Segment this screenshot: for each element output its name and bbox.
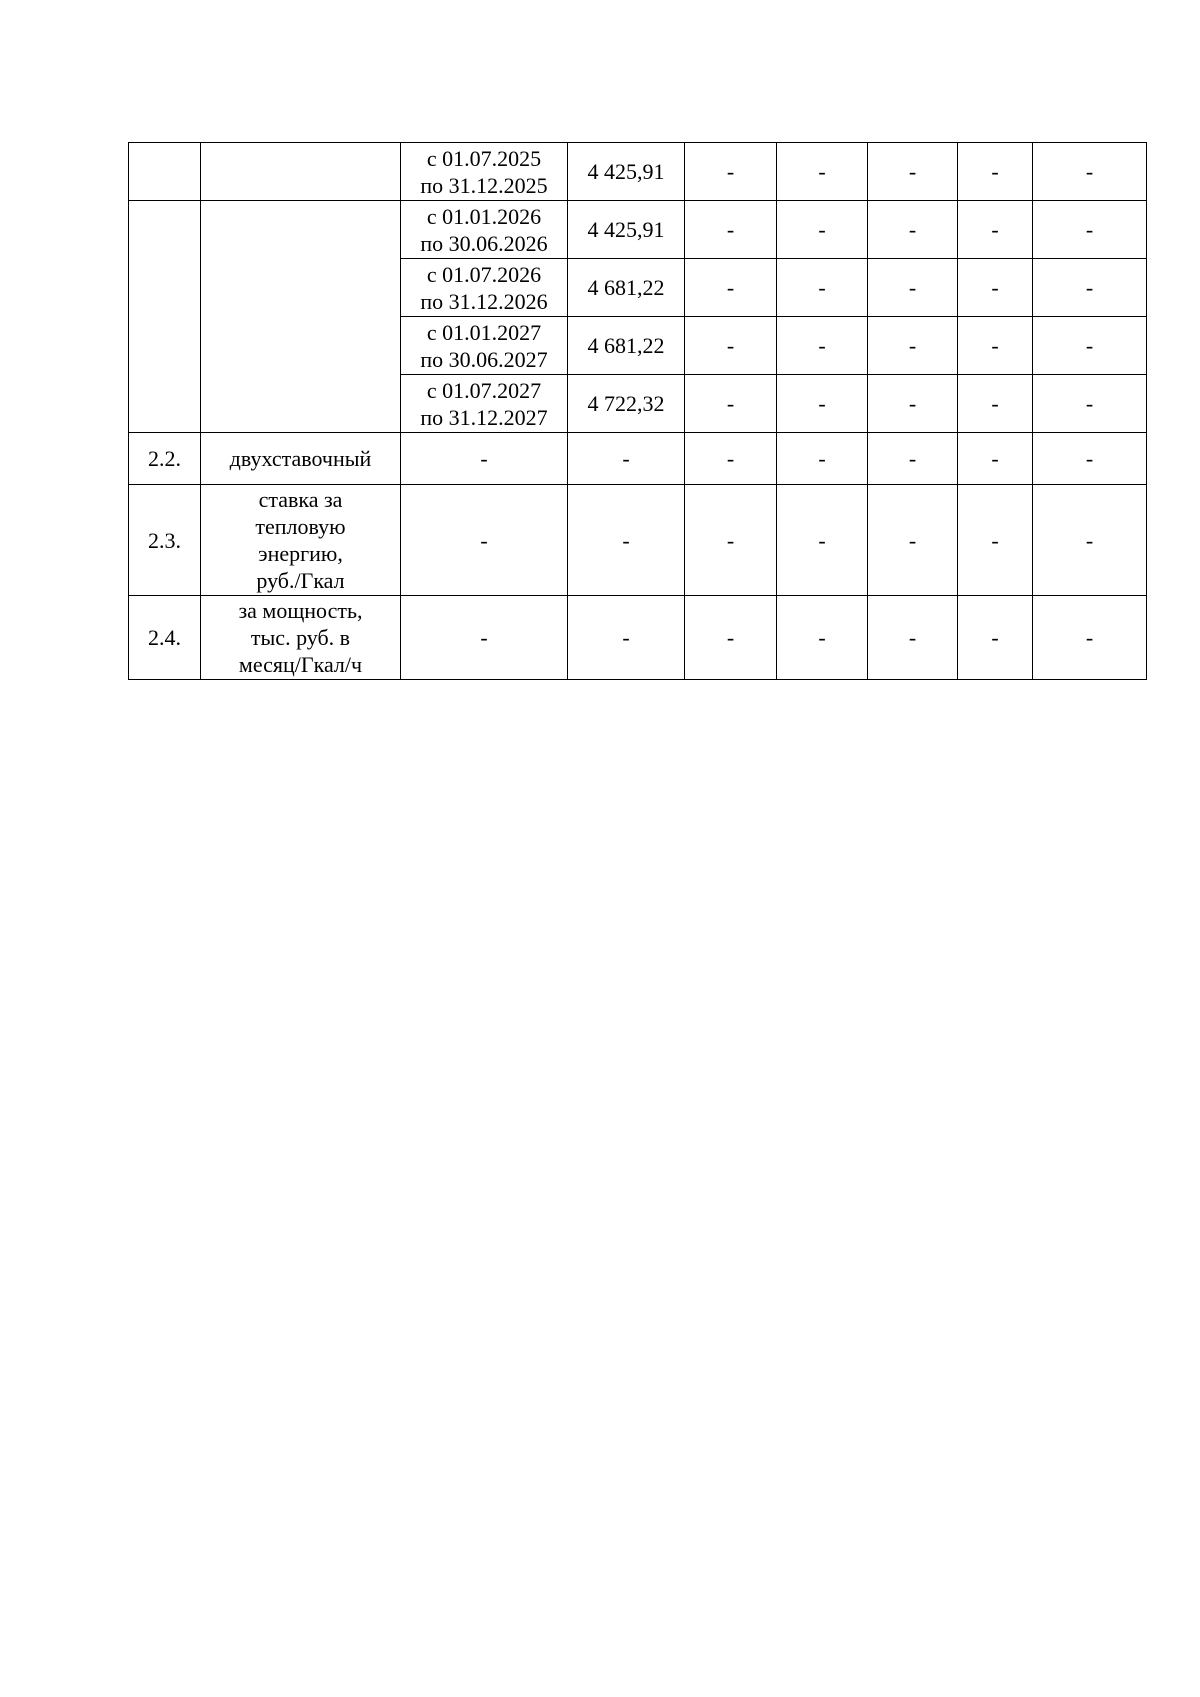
dash-cell: -	[868, 317, 958, 375]
name-line: двухставочный	[229, 446, 372, 471]
dash-cell: -	[777, 259, 868, 317]
dash-cell: -	[958, 259, 1033, 317]
name-cell	[201, 485, 401, 596]
dash-cell: -	[958, 317, 1033, 375]
dash-cell: -	[568, 485, 685, 596]
dash-cell: -	[1033, 143, 1147, 201]
num-cell	[129, 143, 201, 201]
tariff-table	[128, 142, 1147, 680]
table-row	[129, 201, 1147, 259]
dash-cell: -	[868, 375, 958, 433]
dash-cell: -	[958, 433, 1033, 485]
name-line: ставка за	[258, 487, 343, 512]
name-cell	[201, 143, 401, 201]
period-to: по 31.12.2025	[420, 172, 548, 198]
dash-cell: -	[685, 485, 777, 596]
period-to: по 30.06.2027	[420, 346, 548, 372]
period-to: по 31.12.2027	[420, 404, 548, 430]
dash-cell: -	[958, 485, 1033, 596]
period-to: по 30.06.2026	[420, 230, 548, 256]
dash-cell: -	[868, 259, 958, 317]
dash-cell: -	[568, 596, 685, 680]
name-cell	[201, 596, 401, 680]
dash-cell: -	[777, 375, 868, 433]
dash-cell: -	[868, 485, 958, 596]
value-cell: 4 722,32	[568, 375, 685, 433]
name-line: месяц/Гкал/ч	[238, 652, 363, 677]
dash-cell: -	[1033, 201, 1147, 259]
dash-cell: -	[958, 375, 1033, 433]
dash-cell: -	[868, 596, 958, 680]
period-cell	[401, 143, 568, 201]
period-to: по 31.12.2026	[420, 288, 548, 314]
dash-cell: -	[958, 596, 1033, 680]
period-from: с 01.07.2025	[426, 145, 542, 171]
dash-cell: -	[777, 143, 868, 201]
period-cell	[401, 259, 568, 317]
dash-cell: -	[777, 317, 868, 375]
dash-cell: -	[777, 596, 868, 680]
name-line: руб./Гкал	[256, 568, 345, 593]
dash-cell: -	[958, 201, 1033, 259]
dash-cell: -	[401, 433, 568, 485]
table-row	[129, 143, 1147, 201]
num-cell: 2.4.	[129, 596, 201, 680]
dash-cell: -	[685, 201, 777, 259]
table-row	[129, 596, 1147, 680]
dash-cell: -	[777, 485, 868, 596]
num-cell: 2.3.	[129, 485, 201, 596]
dash-cell: -	[868, 143, 958, 201]
dash-cell: -	[1033, 433, 1147, 485]
dash-cell: -	[401, 596, 568, 680]
dash-cell: -	[401, 485, 568, 596]
name-line: тыс. руб. в	[250, 625, 351, 650]
value-cell: 4 681,22	[568, 259, 685, 317]
name-cell	[201, 201, 401, 433]
dash-cell: -	[685, 433, 777, 485]
dash-cell: -	[1033, 375, 1147, 433]
dash-cell: -	[868, 201, 958, 259]
name-line: тепловую	[255, 514, 346, 539]
num-cell: 2.2.	[129, 433, 201, 485]
dash-cell: -	[777, 433, 868, 485]
num-cell	[129, 201, 201, 433]
dash-cell: -	[685, 259, 777, 317]
dash-cell: -	[868, 433, 958, 485]
period-cell	[401, 375, 568, 433]
period-from: с 01.01.2026	[426, 203, 542, 229]
period-from: с 01.07.2027	[426, 377, 542, 403]
dash-cell: -	[685, 317, 777, 375]
dash-cell: -	[1033, 485, 1147, 596]
name-line: энергию,	[258, 541, 343, 566]
dash-cell: -	[685, 375, 777, 433]
name-line: за мощность,	[238, 598, 363, 623]
dash-cell: -	[777, 201, 868, 259]
period-cell	[401, 317, 568, 375]
table-row	[129, 433, 1147, 485]
table-row	[129, 485, 1147, 596]
dash-cell: -	[1033, 317, 1147, 375]
dash-cell: -	[958, 143, 1033, 201]
dash-cell: -	[685, 143, 777, 201]
dash-cell: -	[568, 433, 685, 485]
value-cell: 4 681,22	[568, 317, 685, 375]
period-cell	[401, 201, 568, 259]
value-cell: 4 425,91	[568, 201, 685, 259]
value-cell: 4 425,91	[568, 143, 685, 201]
dash-cell: -	[1033, 596, 1147, 680]
dash-cell: -	[1033, 259, 1147, 317]
period-from: с 01.01.2027	[426, 319, 542, 345]
period-from: с 01.07.2026	[426, 261, 542, 287]
name-cell	[201, 433, 401, 485]
dash-cell: -	[685, 596, 777, 680]
